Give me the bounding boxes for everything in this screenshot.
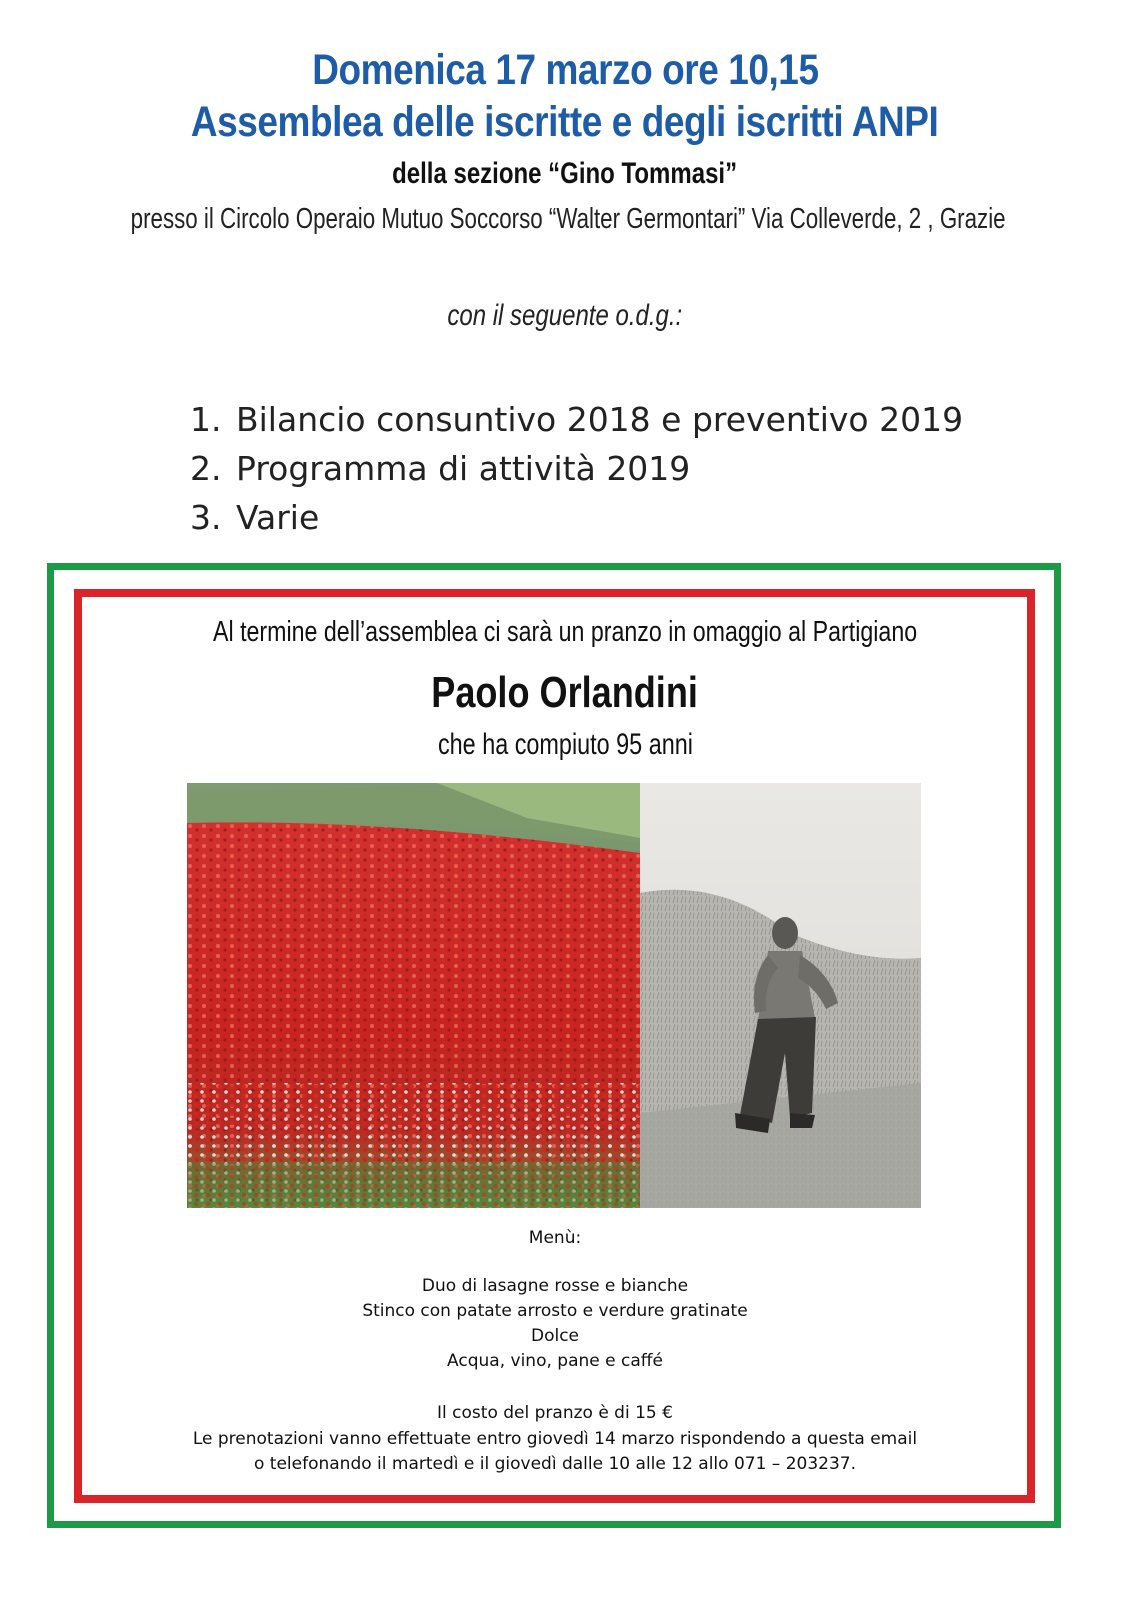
lunch-intro: Al termine dell’assemblea ci sarà un pranzo in omaggio al Partigiano: [212, 616, 918, 648]
booking-info: Le prenotazioni vanno effettuate entro giovedì 14 marzo rispondendo a questa email: [192, 1429, 918, 1449]
menu-item: Duo di lasagne rosse e bianche: [421, 1276, 689, 1296]
agenda-item: 1. Bilancio consuntivo 2018 e preventivo 2019: [190, 400, 964, 439]
lunch-cost: Il costo del pranzo è di 15 €: [437, 1403, 673, 1423]
menu-item: Stinco con patate arrosto e verdure gratinate: [362, 1301, 748, 1321]
agenda-list: [190, 395, 963, 542]
venue-address: presso il Circolo Operaio Mutuo Soccorso “Walter Germontari” Via Colleverde, 2 , Grazie: [130, 203, 1006, 235]
booking-phone: o telefonando il martedì e il giovedì dalle 10 alle 12 allo 071 – 203237.: [253, 1454, 857, 1474]
partisan-vintage-photo: [640, 783, 921, 1208]
agenda-item: 3. Varie: [190, 498, 320, 537]
menu-item: Acqua, vino, pane e caffé: [447, 1351, 663, 1371]
honoree-name: Paolo Orlandini: [431, 668, 699, 717]
honoree-age-line: che ha compiuto 95 anni: [437, 728, 693, 761]
menu-item: Dolce: [530, 1326, 580, 1346]
poppy-field-photo: [187, 783, 640, 1208]
event-headline: Assemblea delle iscritte e degli iscritti ANPI: [191, 98, 939, 146]
event-date-title: Domenica 17 marzo ore 10,15: [311, 46, 819, 94]
agenda-intro: con il seguente o.d.g.:: [447, 299, 683, 332]
menu-title: Menù:: [528, 1228, 582, 1248]
section-name: della sezione “Gino Tommasi”: [392, 157, 738, 190]
agenda-item: 2. Programma di attività 2019: [190, 449, 691, 488]
